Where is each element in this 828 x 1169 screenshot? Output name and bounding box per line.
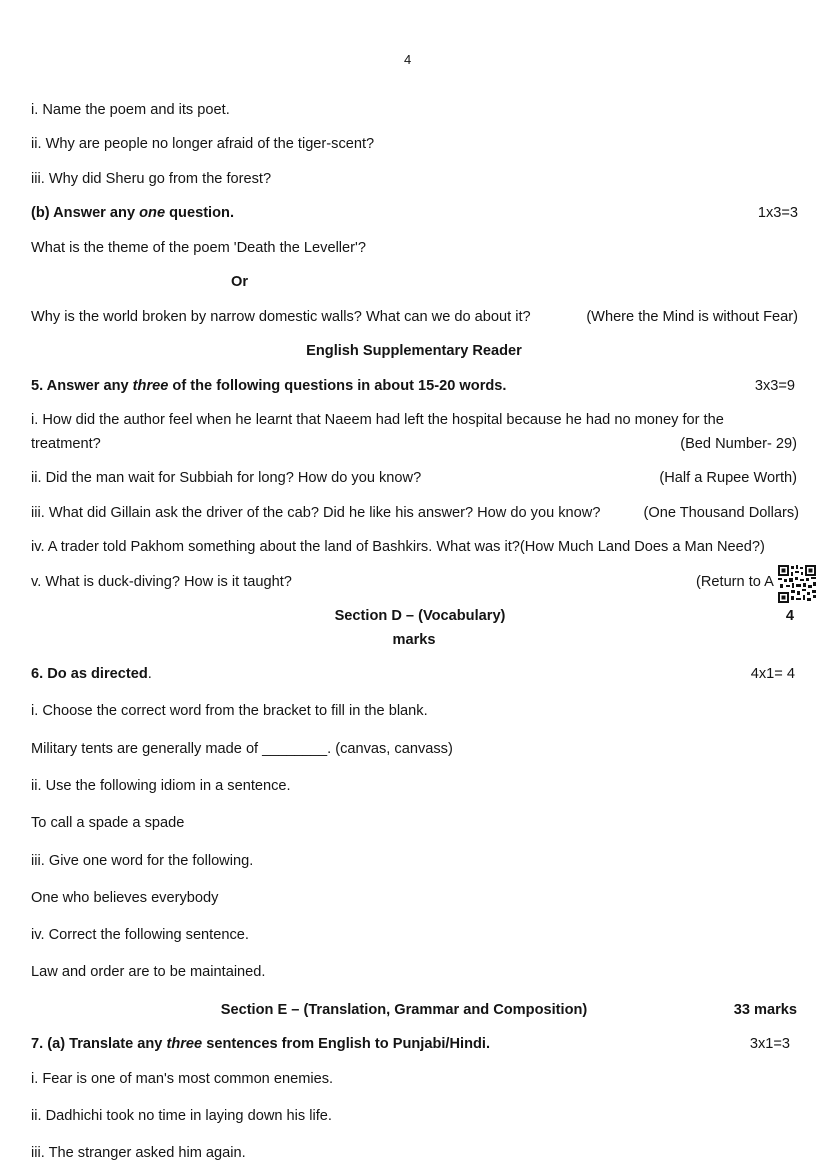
q6-iv: iv. Correct the following sentence. [31,927,249,943]
q5-marks: 3x3=9 [754,378,795,394]
or-label: Or [231,274,249,290]
q7-ii: ii. Dadhichi took no time in laying down his life. [31,1108,332,1124]
q6-i-sentence: Military tents are generally made of ________. (canvas, canvass) [31,741,453,757]
part-b-marks: 1x3=3 [757,205,798,221]
q5-iii-source: (One Thousand Dollars) [643,505,799,521]
q7-iii: iii. The stranger asked him again. [31,1145,246,1161]
section-e-heading: Section E – (Translation, Grammar and Composition) [220,1002,588,1018]
part-b-option-2-source: (Where the Mind is without Fear) [586,309,798,325]
q6-ii: ii. Use the following idiom in a sentence. [31,778,291,794]
q6-instruction: 6. Do as directed. [31,666,152,682]
poem-question-3: iii. Why did Sheru go from the forest? [31,171,272,187]
q5-ii: ii. Did the man wait for Subbiah for long? How do you know? [31,470,422,486]
qr-code [778,565,816,603]
q5-ii-source: (Half a Rupee Worth) [659,470,797,486]
supplementary-heading: English Supplementary Reader [306,343,522,359]
q5-instruction: 5. Answer any three of the following questions in about 15-20 words. [31,378,507,394]
page-number: 4 [404,52,412,67]
poem-question-1: i. Name the poem and its poet. [31,102,230,118]
poem-question-2: ii. Why are people no longer afraid of the tiger-scent? [31,136,375,152]
q6-iv-sentence: Law and order are to be maintained. [31,964,266,980]
section-e-marks: 33 marks [733,1002,797,1018]
q5-iv: iv. A trader told Pakhom something about the land of Bashkirs. What was it?(How Much Land Does a Man Need?) [31,539,765,555]
q6-iii-phrase: One who believes everybody [31,890,219,906]
q7-instruction: 7. (a) Translate any three sentences from English to Punjabi/Hindi. [31,1036,491,1052]
q5-iii: iii. What did Gillain ask the driver of the cab? Did he like his answer? How do you know? [31,505,601,521]
section-d-marks-number: 4 [785,608,794,624]
q7-i: i. Fear is one of man's most common enemies. [31,1071,334,1087]
q6-ii-idiom: To call a spade a spade [31,815,185,831]
q7-marks: 3x1=3 [749,1036,790,1052]
part-b-instruction: (b) Answer any one question. [31,205,234,221]
q5-i-line1: i. How did the author feel when he learnt that Naeem had left the hospital because he had no money for the [31,412,724,428]
part-b-option-2: Why is the world broken by narrow domestic walls? What can we do about it? [31,309,531,325]
q6-iii: iii. Give one word for the following. [31,853,254,869]
section-d-marks-word: marks [392,632,436,648]
q6-i: i. Choose the correct word from the bracket to fill in the blank. [31,703,428,719]
q5-v-source: (Return to A [696,574,774,590]
q5-i-source: (Bed Number- 29) [680,436,797,452]
q5-i-line2: treatment? [31,436,101,452]
section-d-heading: Section D – (Vocabulary) [334,608,506,624]
q6-marks: 4x1= 4 [750,666,795,682]
part-b-option-1: What is the theme of the poem 'Death the Leveller'? [31,240,366,256]
q5-v: v. What is duck-diving? How is it taught? [31,574,292,590]
